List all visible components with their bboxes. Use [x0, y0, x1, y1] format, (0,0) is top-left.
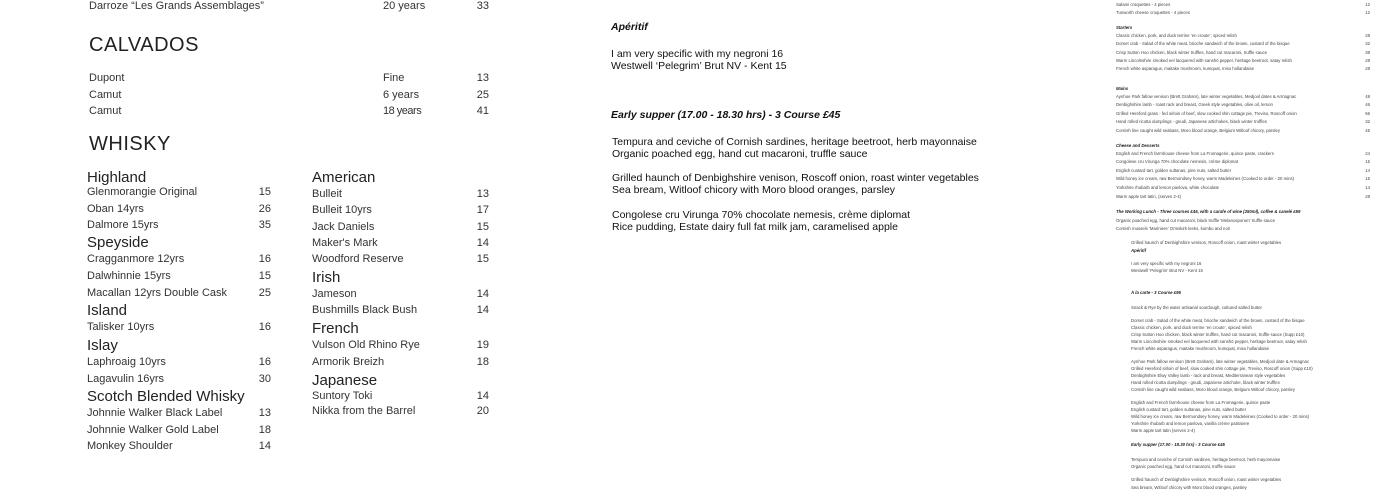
whisky-price: 13	[476, 188, 489, 200]
whisky-region-heading: Islay	[87, 337, 118, 354]
menu-section-heading: À la carte - 3 Course £95	[1131, 290, 1181, 295]
menu-item: Warm Lincolnshire smoked eel lacquered with sanshō pepper, heritage beetroot, satay relish	[1116, 58, 1292, 63]
menu-item: Grilled Hereford grass - fed sirloin of beef, slow cooked shin cottage pie, Treviso, Roscoff onion	[1116, 111, 1297, 116]
menu-item: Salami croquettes - 4 pieces	[1116, 2, 1171, 7]
menu-item: French white asparagus, maitake mushroom, kumquat, miso hollandaise	[1131, 346, 1270, 351]
menu-item-price: 12	[1365, 10, 1370, 15]
menu-item-price: 14	[1365, 185, 1370, 190]
menu-item: Denbighshire Elwy Valley lamb - rack and breast, Mediterranean style vegetables	[1131, 373, 1286, 378]
calvados-price: 41	[476, 105, 489, 117]
whisky-heading: WHISKY	[89, 133, 171, 155]
menu-item: Snack & Rye by the water artisanal sourdough, cultured salted butter	[1131, 305, 1262, 310]
menu-item: Cornish mussels ‘Mariniere’ Ormskirk leeks, kombu and nori	[1116, 226, 1231, 231]
menu-item: English custard tart, golden sultanas, pine nuts, salted butter	[1116, 168, 1232, 173]
calvados-name: Camut	[89, 89, 122, 101]
whisky-region-heading: Speyside	[87, 234, 149, 251]
menu-item-price: 28	[1365, 33, 1370, 38]
whisky-region-heading: Irish	[312, 269, 341, 286]
whisky-name: Lagavulin 16yrs	[87, 373, 165, 385]
cognac-price: 33	[476, 0, 489, 12]
whisky-name: Armorik Breizh	[312, 356, 385, 368]
menu-item: Cornish line caught wild seabass, Moro blood orange, Belgium Witloof chicory, parsley	[1116, 128, 1280, 133]
whisky-name: Bushmills Black Bush	[312, 304, 418, 316]
menu-section-heading: The Working Lunch - Three courses £45, with a carafe of wine (250ml), coffee & canelé £59	[1116, 209, 1301, 214]
whisky-price: 13	[258, 407, 271, 419]
menu-item: Sea bream, Witloof chicory with Moro blood oranges, parsley	[1131, 485, 1247, 490]
menu-item: Grilled haunch of Denbighshire venison, Roscoff onion, roast winter vegetables	[1131, 240, 1282, 245]
menu-item-price: 14	[1365, 168, 1370, 173]
menu-item: Organic poached egg, hand cut macaroni, truffle sauce	[1131, 464, 1236, 469]
menu-item: Cornish line caught wild seabass, Moro blood orange, Belgium Witloof chicory, parsley	[1131, 387, 1295, 392]
menu-item: I am very specific with my negroni 16	[1131, 261, 1202, 266]
menu-item: Classic chicken, pork, and duck terrine ‘en croute’, spiced relish	[1131, 325, 1252, 330]
whisky-price: 14	[476, 390, 489, 402]
menu-item: English custard tart, golden sultanas, pine nuts, salted butter	[1131, 407, 1247, 412]
menu-item-price: 15	[1365, 159, 1370, 164]
menu-item: Wild honey ice cream, raw Bermondsey honey, warm Madeleines (Cooked to order - 20 mins)	[1116, 176, 1295, 181]
calvados-age: Fine	[383, 72, 405, 84]
whisky-price: 20	[476, 405, 489, 417]
whisky-price: 14	[476, 304, 489, 316]
menu-section-heading: Apéritif	[1131, 248, 1147, 253]
menu-item: Tempura and ceviche of Cornish sardines, heritage beetroot, herb mayonnaise	[612, 136, 977, 148]
menu-item: Hand rolled ricotta dumplings - gnudi, Japanese artichokes, black winter truffles	[1116, 119, 1267, 124]
menu-item: English and French farmhouse cheese from La Fromagerie, quince paste, crackers	[1116, 151, 1274, 156]
menu-section-heading: Apéritif	[611, 21, 648, 33]
menu-section-heading: Early supper (17.00 - 18.30 hrs) - 3 Course £45	[1131, 442, 1225, 447]
menu-item: Dorset crab - Salad of the white meat, brioche sandwich of the brown, custard of the bisque	[1131, 318, 1305, 323]
whisky-price: 19	[476, 339, 489, 351]
whisky-price: 15	[476, 253, 489, 265]
menu-item: Aynhoe Park fallow venison (Brett Graham), late winter vegetables, Medjool date & Armagnac	[1131, 359, 1310, 364]
menu-item: Warm apple tart tatin (serves 2-4)	[1131, 428, 1195, 433]
menu-item-price: 45	[1365, 128, 1370, 133]
whisky-price: 15	[258, 186, 271, 198]
menu-item: Tempura and ceviche of Cornish sardines, heritage beetroot, herb mayonnaise	[1131, 457, 1281, 462]
whisky-name: Jameson	[312, 288, 357, 300]
menu-item-price: 32	[1365, 119, 1370, 124]
menu-section-heading: Mains	[1116, 86, 1129, 91]
whisky-name: Oban 14yrs	[87, 203, 144, 215]
whisky-price: 15	[476, 221, 489, 233]
menu-item: Grilled haunch of Denbighshire venison, Roscoff onion, roast winter vegetables	[612, 172, 979, 184]
menu-item: Crisp Sutton Hoo chicken, black winter truffles, hand cut macaroni, truffle sauce	[1116, 50, 1268, 55]
whisky-price: 30	[258, 373, 271, 385]
whisky-name: Suntory Toki	[312, 390, 373, 402]
calvados-heading: CALVADOS	[89, 34, 199, 56]
menu-item-price: 48	[1365, 94, 1370, 99]
calvados-price: 25	[476, 89, 489, 101]
menu-item: French white asparagus, maitake mushroom, kumquat, miso hollandaise	[1116, 66, 1255, 71]
whisky-region-heading: Highland	[87, 169, 147, 186]
menu-section-heading: Early supper (17.00 - 18.30 hrs) - 3 Course £45	[611, 109, 841, 121]
menu-item: English and French farmhouse cheese from La Fromagerie, quince paste	[1131, 400, 1271, 405]
whisky-price: 35	[258, 219, 271, 231]
menu-item: Organic poached egg, hand cut macaroni, black truffle ‘Melanosporum’ truffle sauce	[1116, 218, 1275, 223]
menu-item: Tunworth cheese croquettes - 4 pieces	[1116, 10, 1190, 15]
whisky-name: Woodford Reserve	[312, 253, 404, 265]
whisky-region-heading: French	[312, 320, 359, 337]
menu-item: Wild honey ice cream, raw Bermondsey honey, warm Madeleines (Cooked to order - 20 mins)	[1131, 414, 1310, 419]
whisky-name: Macallan 12yrs Double Cask	[87, 287, 228, 299]
whisky-name: Talisker 10yrs	[87, 321, 155, 333]
whisky-price: 17	[476, 204, 489, 216]
menu-item: Yorkshire rhubarb and lemon pavlova, vanilla crème patissiere	[1131, 421, 1250, 426]
menu-item: Westwell ‘Pelegrim’ Brut NV - Kent 15	[611, 60, 787, 72]
whisky-price: 18	[258, 424, 271, 436]
cognac-age: 20 years	[383, 0, 426, 12]
menu-item: Classic chicken, pork, and duck terrine ‘en croute’, spiced relish	[1116, 33, 1237, 38]
whisky-name: Dalmore 15yrs	[87, 219, 159, 231]
menu-item-price: 28	[1365, 194, 1370, 199]
menu-item-price: 15	[1365, 176, 1370, 181]
menu-section-heading: Starters	[1116, 25, 1133, 30]
whisky-name: Cragganmore 12yrs	[87, 253, 185, 265]
whisky-region-heading: American	[312, 169, 376, 186]
menu-item: Rice pudding, Estate dairy full fat milk jam, caramelised apple	[612, 221, 898, 233]
menu-item-price: 56	[1365, 111, 1370, 116]
whisky-region-heading: Japanese	[312, 372, 378, 389]
calvados-age: 6 years	[383, 89, 420, 101]
calvados-name: Camut	[89, 105, 122, 117]
menu-item: Warm Lincolnshire smoked eel lacquered with sanshō pepper, heritage beetroot, satay relish	[1131, 339, 1307, 344]
calvados-name: Dupont	[89, 72, 125, 84]
menu-item: Westwell ‘Pelegrim’ Brut NV - Kent 15	[1131, 268, 1203, 273]
menu-section-heading: Cheese and Desserts	[1116, 143, 1160, 148]
whisky-price: 14	[258, 440, 271, 452]
whisky-price: 18	[476, 356, 489, 368]
whisky-name: Jack Daniels	[312, 221, 375, 233]
whisky-region-heading: Scotch Blended Whisky	[87, 388, 245, 405]
whisky-name: Johnnie Walker Black Label	[87, 407, 223, 419]
whisky-price: 16	[258, 321, 271, 333]
whisky-name: Vulson Old Rhino Rye	[312, 339, 420, 351]
calvados-age: 18 years	[383, 105, 422, 117]
whisky-price: 16	[258, 253, 271, 265]
menu-item: Congolese cru Virunga 70% chocolate nemesis, crème diplomat	[612, 209, 911, 221]
whisky-region-heading: Island	[87, 302, 128, 319]
whisky-price: 25	[258, 287, 271, 299]
whisky-name: Laphroaig 10yrs	[87, 356, 166, 368]
whisky-price: 16	[258, 356, 271, 368]
menu-item-price: 24	[1365, 151, 1370, 156]
menu-item: Grilled haunch of Denbighshire venison, Roscoff onion, roast winter vegetables	[1131, 477, 1282, 482]
menu-item: Sea bream, Witloof chicory with Moro blood oranges, parsley	[612, 184, 896, 196]
whisky-name: Bulleit	[312, 188, 342, 200]
whisky-price: 15	[258, 270, 271, 282]
calvados-price: 13	[476, 72, 489, 84]
whisky-name: Glenmorangie Original	[87, 186, 198, 198]
whisky-price: 14	[476, 288, 489, 300]
whisky-name: Bulleit 10yrs	[312, 204, 372, 216]
menu-item: Congolese cru Virunga 70% chocolate nemesis, crème diplomat	[1116, 159, 1238, 164]
whisky-price: 14	[476, 237, 489, 249]
menu-item-price: 28	[1365, 66, 1370, 71]
menu-item-price: 38	[1365, 50, 1370, 55]
whisky-name: Dalwhinnie 15yrs	[87, 270, 171, 282]
menu-item: Grilled Hereford sirloin of beef, slow cooked shin cottage pie, Treviso, Roscoff onion (Supp £10)	[1131, 366, 1313, 371]
menu-item: Organic poached egg, hand cut macaroni, truffle sauce	[612, 148, 868, 160]
whisky-name: Johnnie Walker Gold Label	[87, 424, 219, 436]
whisky-name: Maker's Mark	[312, 237, 378, 249]
menu-item: Warm apple tart tatin, (serves 2-4)	[1116, 194, 1182, 199]
menu-item: Denbighshire lamb - roast rack and breast, Greek style vegetables, olive oil, lemon	[1116, 102, 1273, 107]
menu-item: Yorkshire rhubarb and lemon pavlova, white chocolate	[1116, 185, 1220, 190]
menu-item: Hand rolled ricotta dumplings - gnudi, Japanese artichoke, black winter truffles	[1131, 380, 1280, 385]
menu-item-price: 12	[1365, 2, 1370, 7]
menu-item: I am very specific with my negroni 16	[611, 48, 784, 60]
menu-item: Crisp Sutton Hoo chicken, black winter truffles, hand cut macaroni, truffle sauce (Supp £10)	[1131, 332, 1305, 337]
menu-item: Dorset crab - Salad of the white meat, brioche sandwich of the brown, custard of the bisque	[1116, 41, 1290, 46]
whisky-price: 26	[258, 203, 271, 215]
menu-item-price: 46	[1365, 102, 1370, 107]
whisky-name: Nikka from the Barrel	[312, 405, 416, 417]
cognac-name: Darroze “Les Grands Assemblages”	[89, 0, 264, 12]
menu-item: Aynhoe Park fallow venison (Brett Graham), late winter vegetables, Medjool dates & Armagnac	[1116, 94, 1297, 99]
whisky-name: Monkey Shoulder	[87, 440, 173, 452]
menu-item-price: 32	[1365, 41, 1370, 46]
menu-item-price: 28	[1365, 58, 1370, 63]
